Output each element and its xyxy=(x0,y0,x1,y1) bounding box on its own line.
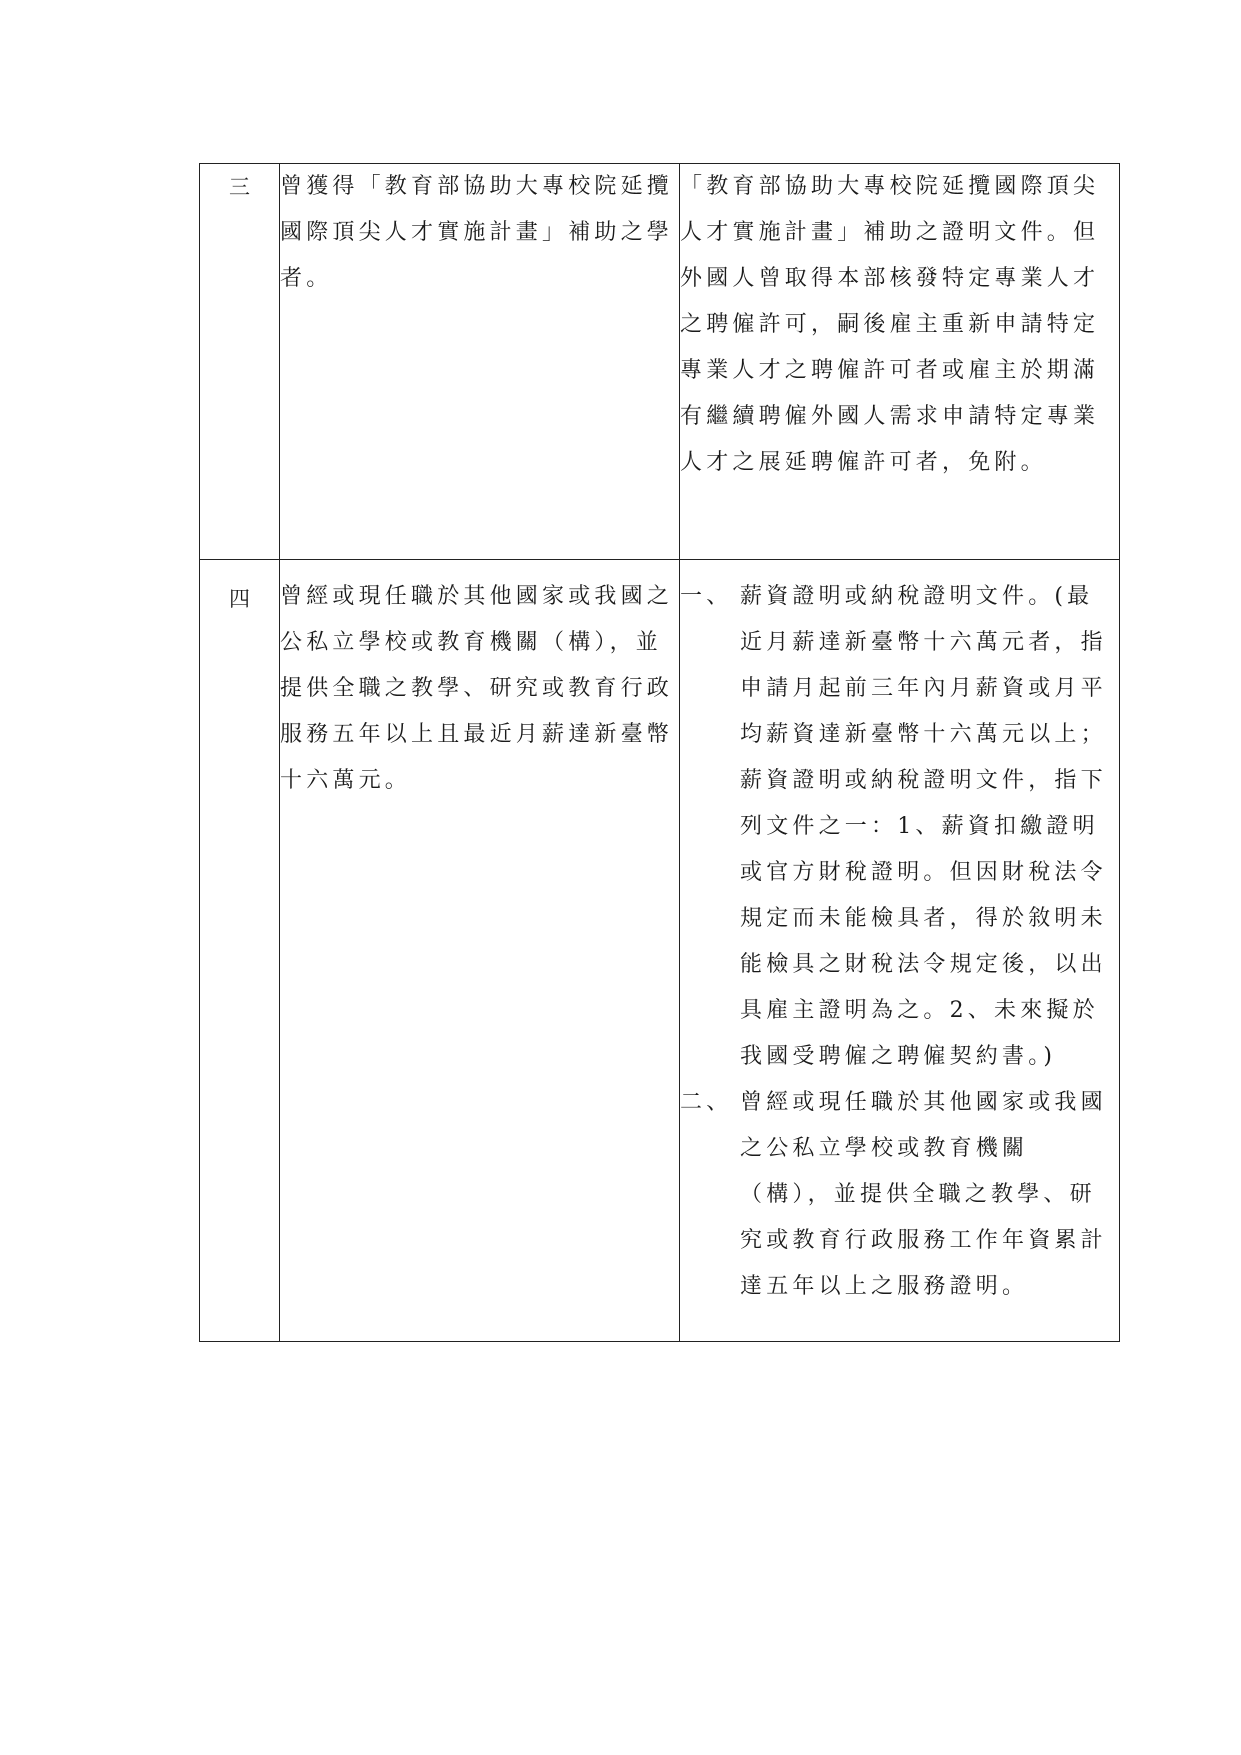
document-item xyxy=(680,574,1119,1080)
qualification-text: 曾經或現任職於其他國家或我國之公私立學校或教育機關（構），並提供全職之教學、研究或教育行政服務五年以上且最近月薪達新臺幣十六萬元。 xyxy=(280,584,674,793)
document-item-marker: 一、 xyxy=(680,584,733,609)
documents-text: 「教育部協助大專校院延攬國際頂尖人才實施計畫」補助之證明文件。但外國人曾取得本部核發特定專業人才之聘僱許可，嗣後雇主重新申請特定專業人才之聘僱許可者或雇主於期滿有繼續聘僱外國人需求申請特定專業人才之展延聘僱許可者，免附。 xyxy=(680,174,1100,475)
qualification-text: 曾獲得「教育部協助大專校院延攬國際頂尖人才實施計畫」補助之學者。 xyxy=(280,174,674,291)
qualification-table xyxy=(199,163,1120,1342)
document-item-marker: 二、 xyxy=(680,1090,733,1115)
row-number: 四 xyxy=(229,587,250,611)
document-item-text: 薪資證明或納稅證明文件。(最近月薪達新臺幣十六萬元者，指申請月起前三年內月薪資或月平均薪資達新臺幣十六萬元以上；薪資證明或納稅證明文件，指下列文件之一：1、薪資扣繳證明或官方財稅證明。但因財稅法令規定而未能檢具者，得於敘明未能檢具之財稅法令規定後，以出具雇主證明為之。2、未來擬於我國受聘僱之聘僱契約書。) xyxy=(740,584,1107,1069)
table-row xyxy=(200,164,1120,560)
document-item-text: 曾經或現任職於其他國家或我國之公私立學校或教育機關（構），並提供全職之教學、研究或教育行政服務工作年資累計達五年以上之服務證明。 xyxy=(740,1090,1107,1299)
qualification-cell xyxy=(280,164,680,560)
row-number-cell xyxy=(200,560,280,1342)
row-number-cell xyxy=(200,164,280,560)
table-row xyxy=(200,560,1120,1342)
documents-cell xyxy=(680,560,1120,1342)
row-number: 三 xyxy=(229,175,250,199)
document-item xyxy=(680,1080,1119,1310)
qualification-cell xyxy=(280,560,680,1342)
documents-cell xyxy=(680,164,1120,560)
